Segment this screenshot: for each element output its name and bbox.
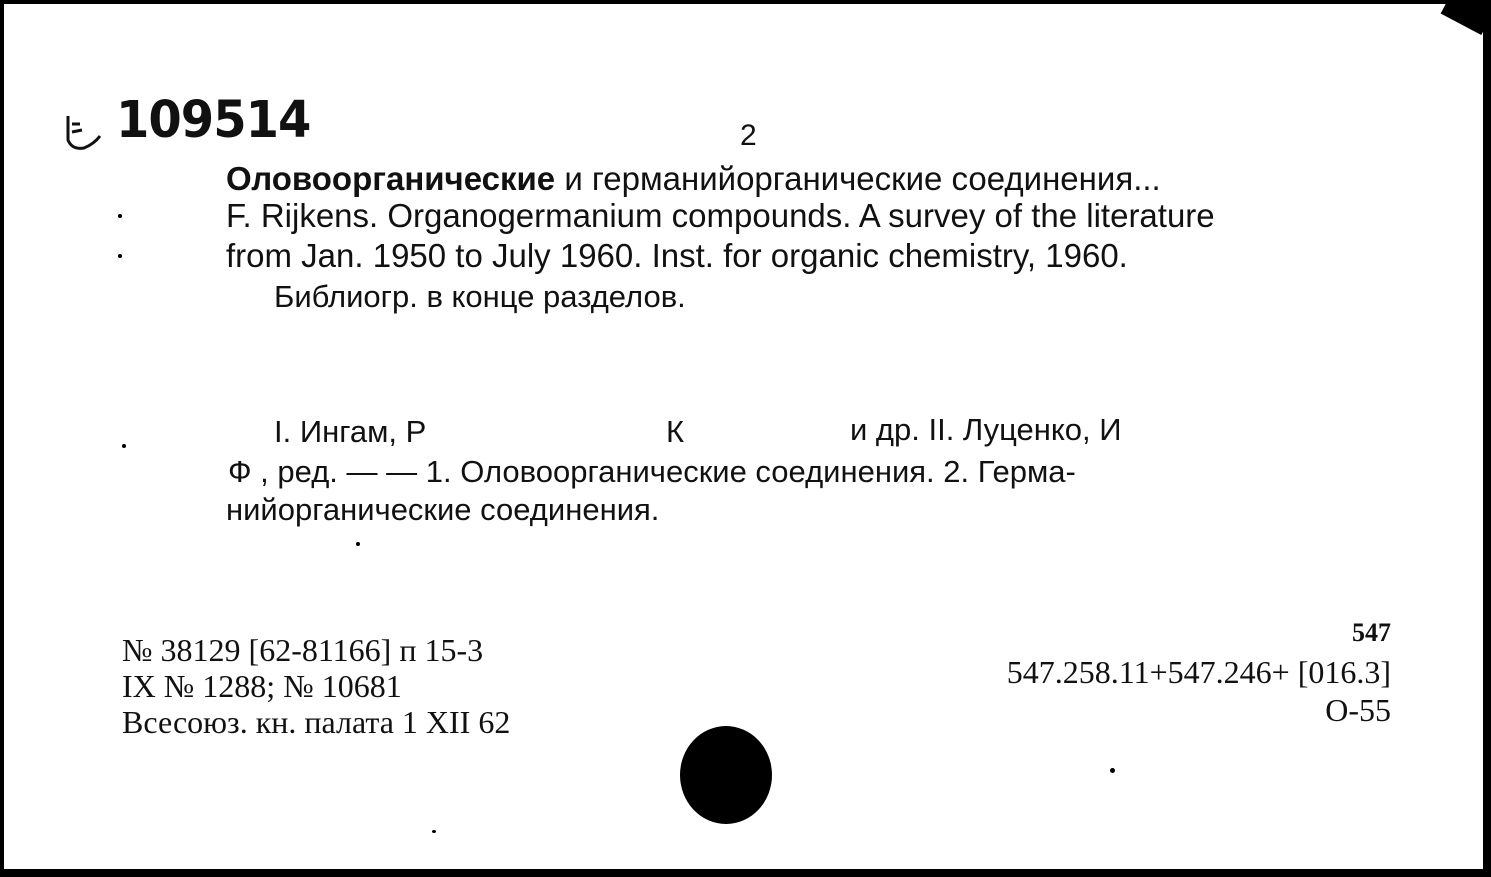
bibliography-note: Библиогр. в конце разделов. bbox=[274, 279, 686, 314]
card-title bbox=[226, 160, 1161, 198]
record-number-line: № 38129 [62-81166] п 15-3 bbox=[122, 632, 484, 668]
english-title-line-1: F. Rijkens. Organogermanium compounds. A survey of the literature bbox=[226, 197, 1215, 234]
punch-hole bbox=[680, 726, 772, 824]
speck bbox=[122, 444, 126, 448]
catalog-card bbox=[4, 4, 1483, 869]
classification-code-top: 547 bbox=[1352, 618, 1391, 647]
title-bold: Оловоорганические bbox=[226, 160, 556, 197]
accession-number: 109514 bbox=[116, 90, 311, 150]
authors-line-1-a: I. Ингам, Р bbox=[274, 414, 427, 449]
authors-line-1-c: и др. II. Луценко, И bbox=[850, 412, 1122, 447]
authors-line-3: нийорганические соединения. bbox=[226, 492, 660, 527]
publisher-line: Всесоюз. кн. палата 1 XII 62 bbox=[122, 704, 511, 740]
authors-line-1-b: К bbox=[666, 414, 685, 449]
title-rest: и германийорганические соединения... bbox=[555, 160, 1161, 197]
speck bbox=[118, 254, 122, 258]
authors-line-2: Ф , ред. — — 1. Оловоорганические соединения. 2. Герма- bbox=[228, 454, 1076, 489]
issue-line: IX № 1288; № 10681 bbox=[122, 668, 402, 704]
handwritten-mark-icon bbox=[60, 110, 106, 156]
speck bbox=[118, 214, 122, 218]
english-title-line-2: from Jan. 1950 to July 1960. Inst. for organic chemistry, 1960. bbox=[226, 237, 1128, 274]
page-number: 2 bbox=[740, 119, 757, 152]
speck bbox=[1110, 768, 1115, 773]
card-corner bbox=[1441, 4, 1483, 35]
udc-classification: 547.258.11+547.246+ [016.3] bbox=[1006, 654, 1391, 690]
speck bbox=[356, 542, 360, 546]
speck bbox=[432, 830, 436, 833]
author-code: О-55 bbox=[1325, 692, 1391, 728]
